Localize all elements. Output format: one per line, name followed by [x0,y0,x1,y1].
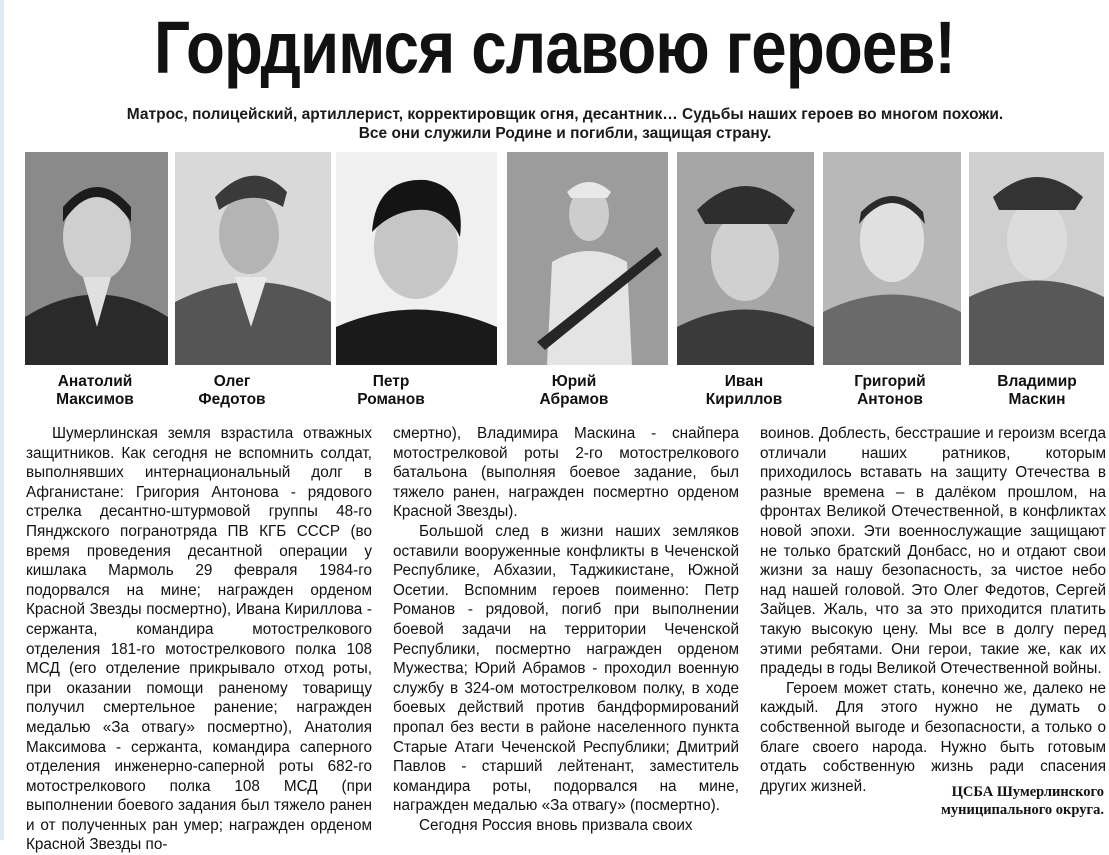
hero-first-name: Владимир [997,373,1077,390]
page-edge-strip [0,0,4,840]
article-paragraph: Шумерлинская земля взрастила отважных защитников. Как сегодня не вспомнить солдат, выполнявших интернациональный долг в Афганистане: Григория Антонова - рядового стрелка десантно-штурмовой группы 48-го Пянджского погранотряда ПВ КГБ СССР (во время проведения десантной операции у кишлака Мармоль 29 февраля 1984-го подорвался на мине; награжден орденом Красной Звезды посмертно), Ивана Кириллова - сержанта, командира мотострелкового отделения 181-го мотострелкового полка 108 МСД (его отделение прикрывало отход роты, при оказании помощи раненому товарищу получил смертельное ранение; награжден медалью «За отвагу» посмертно), Анатолия Максимова - сержанта, командира саперного отделения инженерно-саперной роты 682-го мотострелкового полка 108 МСД (при выполнении боевого задания был тяжело ранен и от полученных ран умер; награжден орденом Красной Звезды по- [26,425,372,854]
hero-first-name: Иван [724,373,764,390]
portrait-photo-fedotov [175,152,331,365]
hero-last-name: Романов [357,391,425,408]
hero-last-name: Федотов [198,391,266,408]
hero-last-name: Кириллов [705,391,783,408]
portrait-photo-kirillov [677,152,814,365]
article-paragraph: Героем может стать, конечно же, далеко не каждый. Для этого нужно не думать о собственной выгоде и безопасности, а только о благе своего народа. Нужно быть готовым отдать собственную жизнь ради спасения других жизней. [760,679,1106,795]
subheadline-line-1: Матрос, полицейский, артиллерист, корректировщик огня, десантник… Судьбы наших героев во многом похожи. [126,106,1004,123]
article-paragraph: Сегодня Россия вновь призвала своих [419,816,693,834]
portrait-photo-romanov [336,152,497,365]
hero-last-name: Маскин [1008,391,1066,408]
hero-last-name: Антонов [857,391,923,408]
hero-name-kirillov [664,373,824,409]
hero-name-maskin [957,373,1109,409]
article-column-3 [760,424,1106,796]
portrait-photo-maksimov [25,152,168,365]
portrait-photo-maskin [969,152,1104,365]
article-paragraph: смертно), Владимира Маскина - снайпера мотострелковой роты 2-го мотострелкового батальона (выполняя боевое задание, был тяжело ранен, награжден посмертно орденом Красной Звезды). [393,425,739,521]
article-column-1 [26,424,372,855]
headline: Гордимся славою героев! [153,6,956,89]
subheadline [40,105,1090,143]
article-signature [880,783,1104,819]
hero-name-antonov [810,373,970,409]
hero-name-abramov [494,373,654,409]
article-column-2 [393,424,739,835]
hero-name-romanov [311,373,471,409]
hero-name-fedotov [152,373,312,409]
portrait-photo-abramov [507,152,668,365]
signature-line-1: ЦСБА Шумерлинского [951,784,1104,800]
hero-first-name: Юрий [551,373,597,390]
hero-name-maksimov [15,373,175,409]
hero-first-name: Олег [213,373,251,390]
article-paragraph: Большой след в жизни наших земляков оставили вооруженные конфликты в Чеченской Республике, Абхазии, Таджикистане, Южной Осетии. Вспомним героев поименно: Петр Романов - рядовой, погиб при выполнении боевой задачи на территории Чеченской Республики, посмертно награжден орденом Мужества; Юрий Абрамов - проходил военную службу в 324-ом мотострелковом полку, в ходе боевых действий против бандформирований пропал без вести в районе населенного пункта Старые Атаги Чеченской Республики; Дмитрий Павлов - старший лейтенант, заместитель командира роты, подорвался на мине, награжден медалью «За отвагу» (посмертно). [393,522,739,815]
subheadline-line-2: Все они служили Родине и погибли, защищая страну. [358,125,772,142]
hero-first-name: Анатолий [57,373,133,390]
hero-last-name: Максимов [56,391,134,408]
hero-last-name: Абрамов [539,391,609,408]
hero-first-name: Петр [372,373,410,390]
hero-first-name: Григорий [854,373,926,390]
portrait-photo-antonov [823,152,961,365]
signature-line-2: муниципального округа. [941,802,1104,818]
article-paragraph: воинов. Доблесть, бесстрашие и героизм всегда отличали наших ратников, которым приходилось вставать на защиту Отечества в разные времена – в далёком прошлом, на фронтах Великой Отечественной, в конфликтах новой эпохи. Эти военнослужащие защищают не только братский Донбасс, но и отдают свои жизни за нашу безопасность, за чистое небо над нашей головой. Это Олег Федотов, Сергей Зайцев. Жаль, что за это приходится платить такую высокую цену. Мы все в долгу перед этими ребятами. Они герои, такие же, как их прадеды в годы Великой Отечественной войны. [760,425,1106,678]
